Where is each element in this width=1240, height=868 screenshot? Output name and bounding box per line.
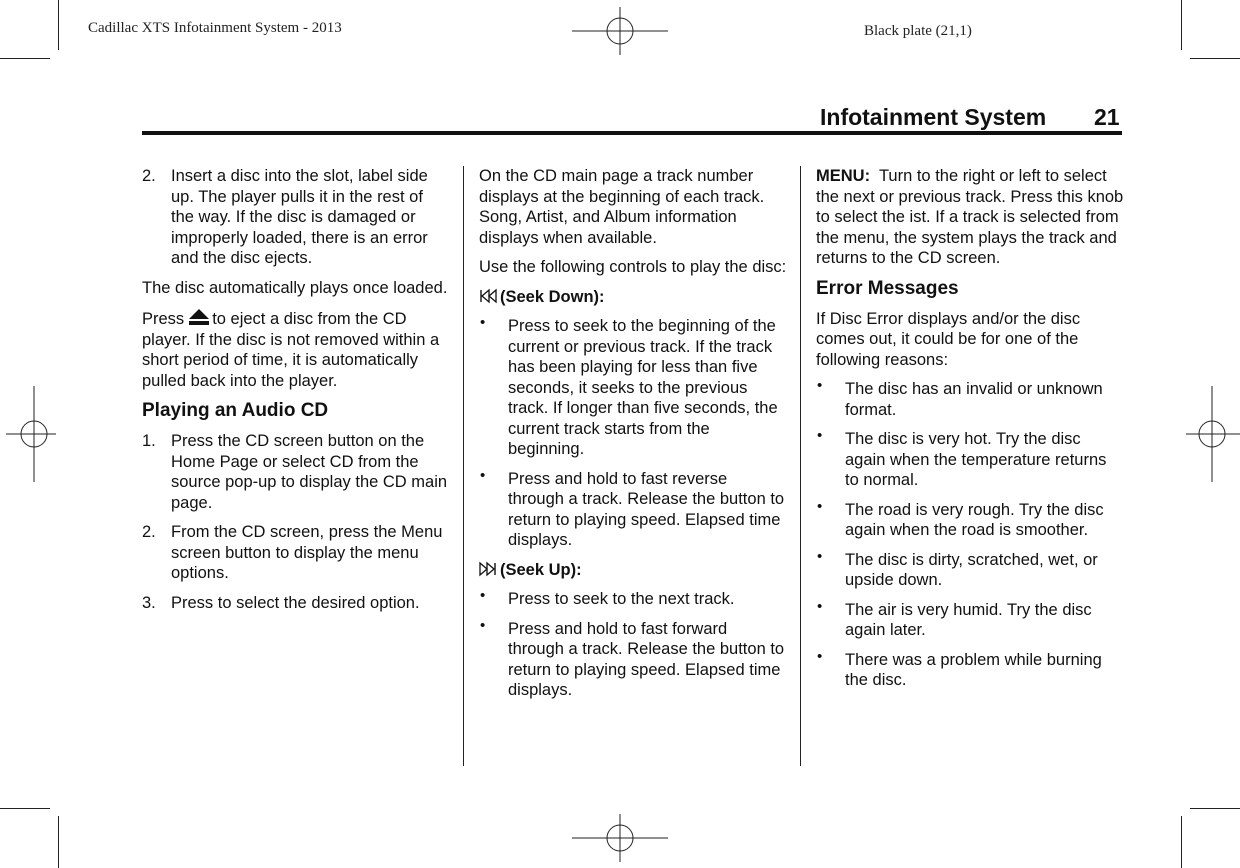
paragraph-menu bbox=[816, 166, 1124, 269]
list-item bbox=[816, 429, 1124, 491]
crop-mark bbox=[1181, 0, 1182, 50]
step-number: 2. bbox=[142, 167, 156, 185]
step-number: 2. bbox=[142, 523, 156, 541]
registration-mark-icon bbox=[6, 386, 56, 482]
step-number: 1. bbox=[142, 432, 156, 450]
running-header-left: Cadillac XTS Infotainment System - 2013 bbox=[88, 20, 342, 36]
column-divider bbox=[800, 166, 801, 766]
bullet-text: Press and hold to fast forward through a track. Release the button to return to playing speed. Elapsed time displays. bbox=[508, 619, 785, 699]
section-title: Infotainment System bbox=[820, 104, 1047, 130]
crop-mark bbox=[1181, 816, 1182, 868]
seek-up-label: (Seek Up): bbox=[500, 560, 582, 579]
bullet-text: Press to seek to the beginning of the current or previous track. If the track has been playing for less than five seconds, it seeks to the previous track. If longer than five seconds, the current track starts from the beginning. bbox=[508, 317, 778, 458]
bullet-text: The disc is dirty, scratched, wet, or upside down. bbox=[845, 550, 1098, 589]
crop-mark bbox=[58, 816, 59, 868]
bullet-icon: • bbox=[817, 427, 823, 444]
crop-mark bbox=[0, 58, 50, 59]
list-item bbox=[479, 616, 787, 701]
bullet-text: Press to seek to the next track. bbox=[508, 590, 735, 608]
step-text: Press to select the desired option. bbox=[171, 593, 420, 612]
bullet-text: The disc has an invalid or unknown format. bbox=[845, 380, 1103, 419]
list-item bbox=[816, 497, 1124, 541]
list-item bbox=[142, 431, 450, 513]
heading-playing-audio-cd: Playing an Audio CD bbox=[142, 400, 329, 421]
list-item bbox=[479, 466, 787, 551]
heading-error-messages: Error Messages bbox=[816, 277, 959, 299]
step-number: 3. bbox=[142, 593, 156, 612]
column-2 bbox=[479, 166, 787, 710]
list-item bbox=[142, 166, 450, 269]
seek-up-icon bbox=[479, 561, 497, 577]
running-header-right: Black plate (21,1) bbox=[864, 23, 972, 39]
bullet-text: There was a problem while burning the disc. bbox=[845, 650, 1102, 689]
paragraph-eject bbox=[142, 307, 450, 391]
bullet-text: The disc is very hot. Try the disc again when the temperature returns to normal. bbox=[845, 430, 1107, 489]
crop-mark bbox=[58, 0, 59, 50]
paragraph-error: If Disc Error displays and/or the disc comes out, it could be for one of the following reasons: bbox=[816, 309, 1081, 369]
column-1 bbox=[142, 166, 450, 622]
list-item bbox=[479, 316, 787, 460]
bullet-text: The road is very rough. Try the disc again when the road is smoother. bbox=[845, 500, 1104, 539]
bullet-icon: • bbox=[817, 547, 823, 565]
crop-mark bbox=[0, 808, 50, 809]
menu-label: MENU: bbox=[816, 167, 871, 185]
bullet-text: Press and hold to fast reverse through a track. Release the button to return to playing speed. Elapsed time displays. bbox=[508, 469, 785, 549]
step-text: From the CD screen, press the Menu screen button to display the menu options. bbox=[171, 523, 443, 582]
list-item bbox=[142, 593, 450, 614]
list-item bbox=[816, 547, 1124, 591]
header-rule bbox=[142, 131, 1122, 135]
menu-text: Turn to the right or left to select the next or previous track. Press this knob to select the ist. If a track is selected from the menu, the system plays the track and returns to the CD screen. bbox=[816, 167, 1124, 267]
eject-icon bbox=[188, 307, 210, 327]
registration-mark-icon bbox=[572, 7, 668, 55]
paragraph-track-number: On the CD main page a track number displays at the beginning of each track. Song, Artist, and Album information displays when available. bbox=[479, 167, 765, 247]
bullet-icon: • bbox=[817, 647, 823, 665]
paragraph-autoplay: The disc automatically plays once loaded. bbox=[142, 278, 448, 297]
list-item bbox=[479, 589, 787, 610]
column-divider bbox=[463, 166, 464, 766]
registration-mark-icon bbox=[1186, 386, 1240, 482]
column-3 bbox=[816, 166, 1124, 700]
bullet-icon: • bbox=[480, 587, 486, 604]
bullet-icon: • bbox=[817, 377, 823, 394]
seek-down-label-line bbox=[479, 287, 787, 308]
list-item bbox=[816, 647, 1124, 691]
registration-mark-icon bbox=[572, 814, 668, 862]
page-number: 21 bbox=[1094, 104, 1120, 130]
list-item bbox=[816, 379, 1124, 420]
eject-text-before: Press bbox=[142, 310, 185, 328]
eject-text-after: to eject a disc from the CD player. If the disc is not removed within a short period of time, it is automatically pulled back into the player. bbox=[142, 310, 440, 390]
step-text: Insert a disc into the slot, label side up. The player pulls it in the rest of the way. If the disc is damaged or improperly loaded, there is an error and the disc ejects. bbox=[171, 167, 428, 267]
list-item bbox=[816, 597, 1124, 641]
crop-mark bbox=[1190, 808, 1240, 809]
seek-up-label-line bbox=[479, 560, 787, 581]
crop-mark bbox=[1190, 58, 1240, 59]
list-item bbox=[142, 522, 450, 584]
step-text: Press the CD screen button on the Home Page or select CD from the source pop-up to display the CD main page. bbox=[171, 432, 448, 512]
bullet-text: The air is very humid. Try the disc again later. bbox=[845, 600, 1092, 639]
bullet-icon: • bbox=[817, 597, 823, 615]
bullet-icon: • bbox=[480, 314, 486, 331]
bullet-icon: • bbox=[817, 497, 823, 515]
seek-down-label: (Seek Down): bbox=[500, 287, 605, 306]
paragraph-controls: Use the following controls to play the disc: bbox=[479, 258, 787, 276]
bullet-icon: • bbox=[480, 466, 486, 484]
seek-down-icon bbox=[479, 288, 497, 304]
bullet-icon: • bbox=[480, 616, 486, 634]
